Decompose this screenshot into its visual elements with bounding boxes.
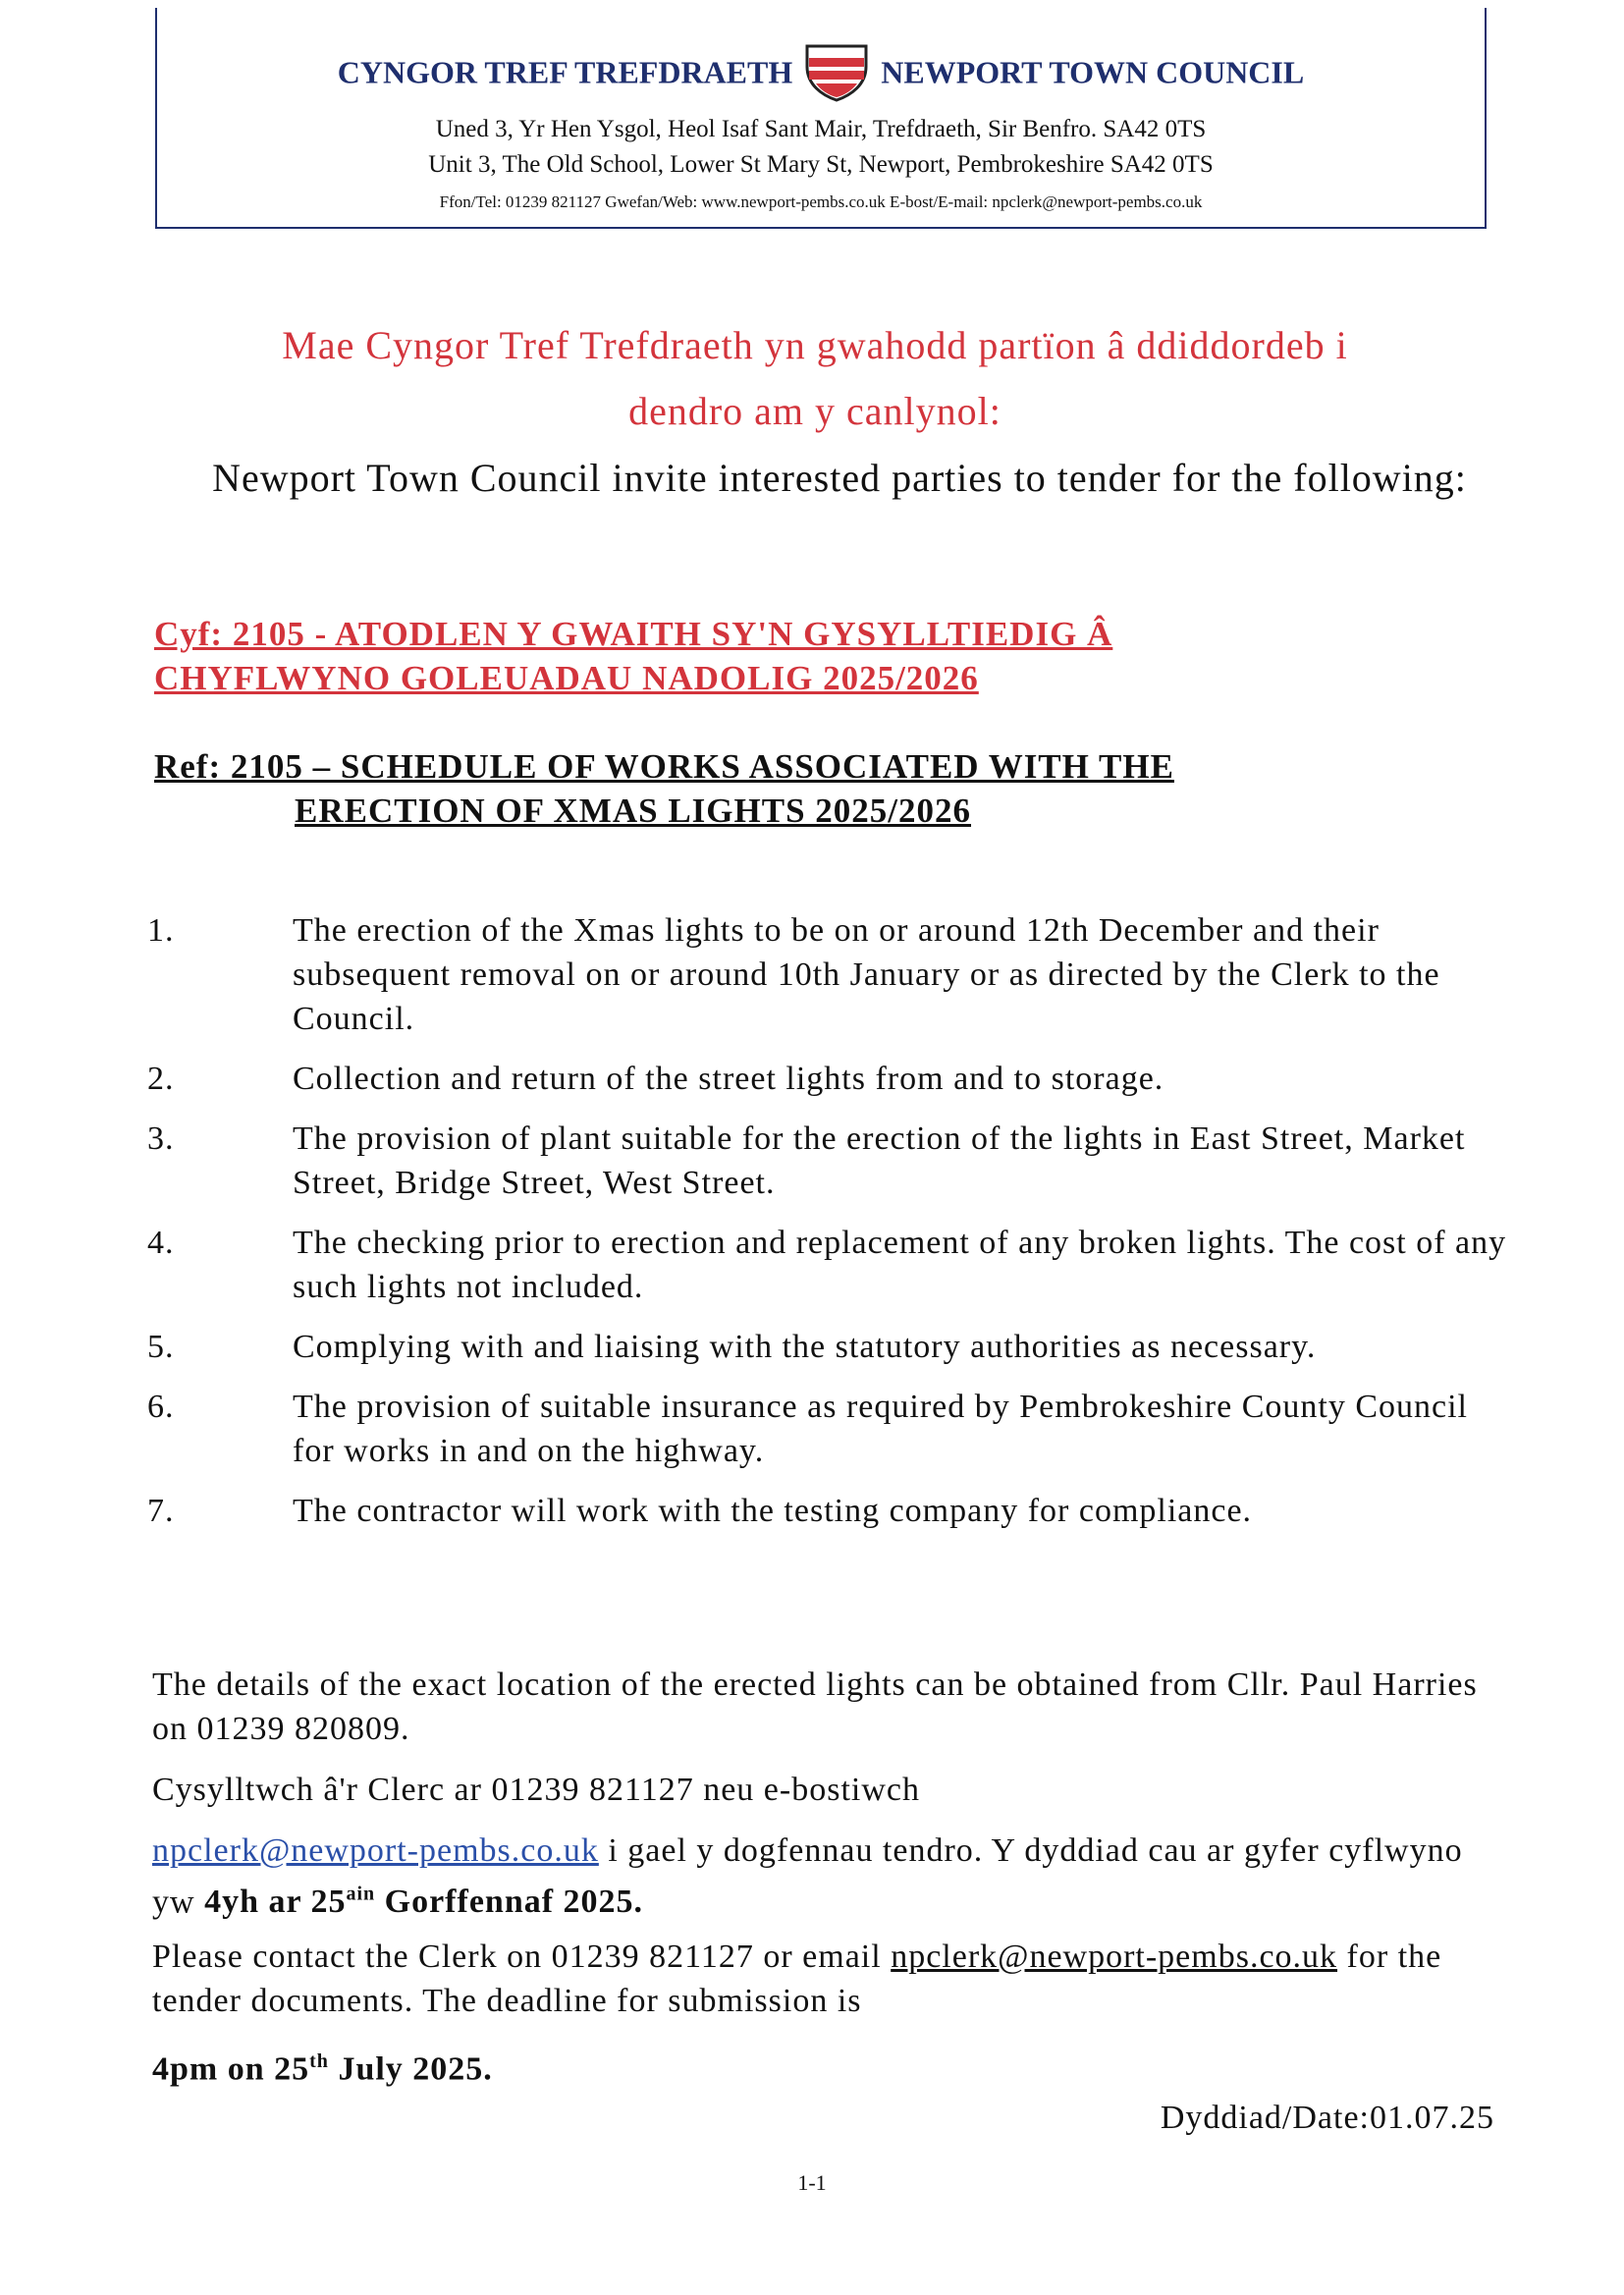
- english-deadline: [152, 2040, 1512, 2091]
- email-link[interactable]: npclerk@newport-pembs.co.uk: [891, 1939, 1338, 1975]
- welsh-contact-line: Cysylltwch â'r Clerc ar 01239 821127 neu e-bostiwch: [152, 1772, 920, 1808]
- page-number: 1-1: [797, 2170, 827, 2195]
- english-deadline-month: July 2025.: [328, 2050, 493, 2088]
- item-text: Complying with and liaising with the statutory authorities as necessary.: [293, 1329, 1317, 1365]
- english-contact-text: Please contact the Clerk on 01239 821127 or email: [152, 1939, 892, 1975]
- welsh-docs-text: i gael y dogfennau tendro. Y dyddiad cau ar gyfer cyflwyno yw: [152, 1832, 1463, 1921]
- english-contact-paragraph: [152, 1935, 1512, 2023]
- welsh-deadline-suffix: ain: [346, 1884, 376, 1905]
- intro-welsh: Mae Cyngor Tref Trefdraeth yn gwahodd partïon â ddiddordeb i dendro am y canlynol:: [282, 323, 1348, 433]
- location-details: The details of the exact location of the erected lights can be obtained from Cllr. Paul Harries on 01239 820809.: [152, 1667, 1478, 1747]
- list-item: [147, 1117, 1512, 1205]
- org-name-english: NEWPORT TOWN COUNCIL: [881, 54, 1305, 90]
- address-welsh: Uned 3, Yr Hen Ysgol, Heol Isaf Sant Mair, Trefdraeth, Sir Benfro. SA42 0TS: [435, 116, 1207, 142]
- email-link[interactable]: npclerk@newport-pembs.co.uk: [152, 1832, 599, 1869]
- document-date: Dyddiad/Date:01.07.25: [1160, 2100, 1494, 2136]
- address-english: Unit 3, The Old School, Lower St Mary St, Newport, Pembrokeshire SA42 0TS: [428, 151, 1214, 178]
- ref-english-line-2: ERECTION OF XMAS LIGHTS 2025/2026: [295, 792, 972, 830]
- ref-english-line-1: Ref: 2105 – SCHEDULE OF WORKS ASSOCIATED WITH THE: [154, 747, 1174, 786]
- schedule-list: [147, 908, 1512, 1549]
- item-number: 5.: [147, 1329, 175, 1365]
- list-item: [147, 1385, 1512, 1473]
- crest-icon: [804, 43, 869, 102]
- item-text: The checking prior to erection and replacement of any broken lights. The cost of any such lights not included.: [293, 1225, 1507, 1305]
- org-name-welsh: CYNGOR TREF TREFDRAETH: [337, 54, 793, 90]
- list-item: [147, 908, 1512, 1041]
- item-text: The contractor will work with the testing company for compliance.: [293, 1493, 1253, 1529]
- ref-welsh-line-2: CHYFLWYNO GOLEUADAU NADOLIG 2025/2026: [154, 659, 979, 697]
- intro-english: Newport Town Council invite interested parties to tender for the following:: [212, 456, 1467, 500]
- list-item: [147, 1489, 1512, 1533]
- item-text: The erection of the Xmas lights to be on or around 12th December and their subsequent removal on or around 10th January or as directed by the Clerk to the Council.: [293, 912, 1440, 1037]
- english-docs-text: for the tender documents. The deadline for submission is: [152, 1939, 1442, 2019]
- letterhead: [155, 8, 1487, 229]
- org-name-row: [157, 43, 1485, 102]
- item-number: 7.: [147, 1493, 175, 1529]
- list-item: [147, 1057, 1512, 1101]
- item-number: 1.: [147, 912, 175, 949]
- welsh-deadline-paragraph: [152, 1829, 1512, 1924]
- english-deadline-day: 4pm on 25: [152, 2050, 310, 2088]
- item-text: The provision of plant suitable for the erection of the lights in East Street, Market Street, Bridge Street, West Street.: [293, 1120, 1466, 1201]
- welsh-deadline-day: 4yh ar 25: [204, 1884, 347, 1921]
- list-item: [147, 1221, 1512, 1309]
- item-number: 2.: [147, 1061, 175, 1097]
- welsh-deadline: [204, 1884, 643, 1920]
- welsh-deadline-month: Gorffennaf 2025.: [375, 1884, 644, 1921]
- english-deadline-suffix: th: [309, 2050, 329, 2072]
- item-number: 6.: [147, 1389, 175, 1425]
- item-text: The provision of suitable insurance as required by Pembrokeshire County Council for works in and on the highway.: [293, 1389, 1468, 1469]
- contact-line: Ffon/Tel: 01239 821127 Gwefan/Web: www.newport-pembs.co.uk E-bost/E-mail: npclerk@newport-pembs.co.uk: [439, 192, 1203, 211]
- item-number: 4.: [147, 1225, 175, 1261]
- item-text: Collection and return of the street lights from and to storage.: [293, 1061, 1164, 1097]
- item-number: 3.: [147, 1120, 175, 1157]
- ref-welsh-line-1: Cyf: 2105 - ATODLEN Y GWAITH SY'N GYSYLLTIEDIG Â: [154, 615, 1113, 653]
- list-item: [147, 1325, 1512, 1369]
